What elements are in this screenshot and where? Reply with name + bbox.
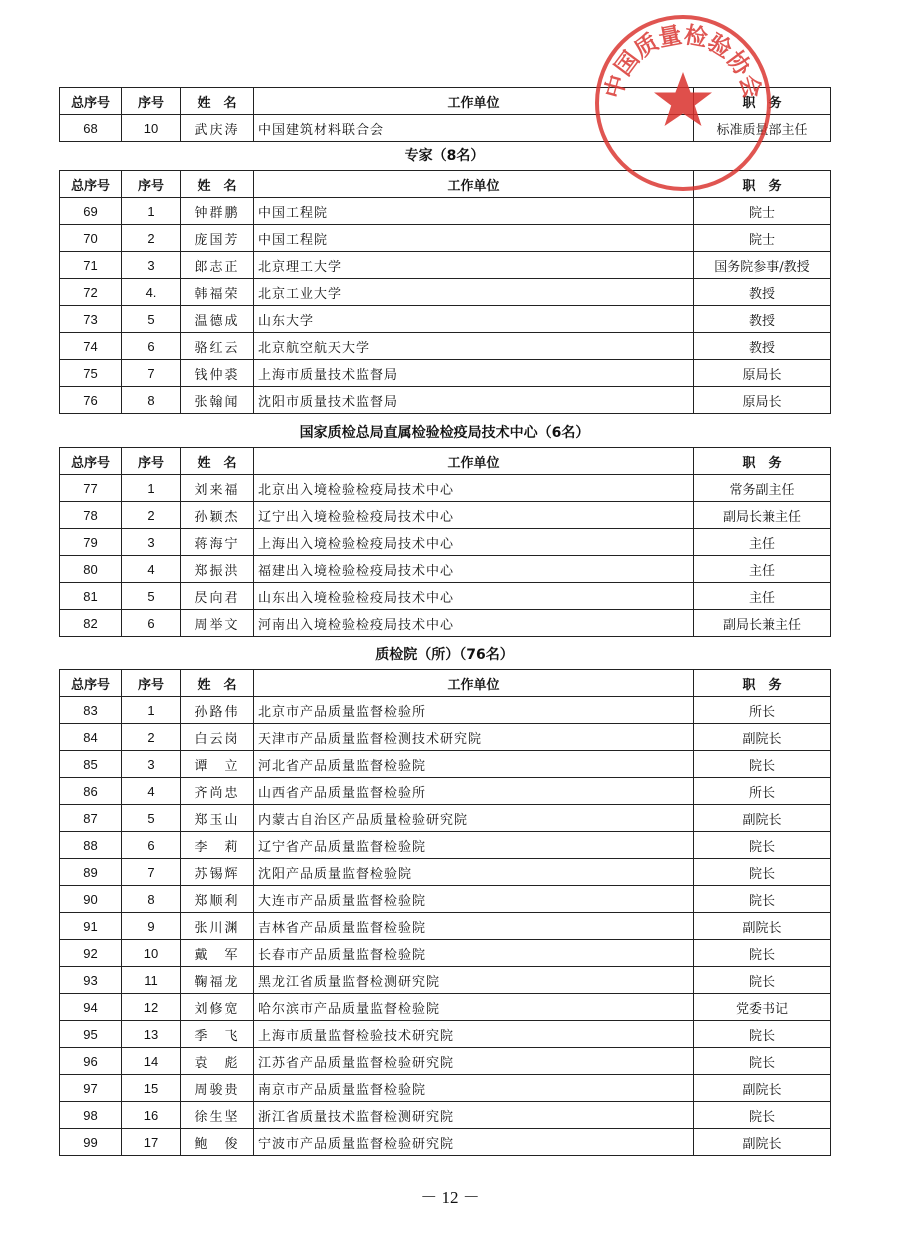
- col-header-total-index: 总序号: [60, 448, 122, 475]
- cell-index: 11: [122, 967, 181, 994]
- cell-organization: 南京市产品质量监督检验院: [254, 1075, 694, 1102]
- table-row: [60, 1048, 831, 1075]
- cell-name: 袁 彪: [181, 1048, 254, 1075]
- cell-total-index: 92: [60, 940, 122, 967]
- cell-index: 8: [122, 886, 181, 913]
- table-row: [60, 387, 831, 414]
- table-row: [60, 360, 831, 387]
- table-row: [60, 832, 831, 859]
- seal-text: 中国质量检验协会: [600, 22, 766, 102]
- cell-position: 院长: [694, 940, 831, 967]
- table-row: [60, 1075, 831, 1102]
- cell-name: 周骏贵: [181, 1075, 254, 1102]
- col-header-total-index: 总序号: [60, 670, 122, 697]
- cell-name: 谭 立: [181, 751, 254, 778]
- section-title-tech-centers: 国家质检总局直属检验检疫局技术中心（6名）: [299, 425, 590, 441]
- cell-name: 齐尚忠: [181, 778, 254, 805]
- cell-organization: 大连市产品质量监督检验院: [254, 886, 694, 913]
- cell-index: 17: [122, 1129, 181, 1156]
- cell-index: 7: [122, 859, 181, 886]
- col-header-position: 职 务: [694, 88, 831, 115]
- cell-index: 5: [122, 306, 181, 333]
- cell-position: 原局长: [694, 387, 831, 414]
- roster-table-experts: [59, 170, 831, 414]
- cell-position: 常务副主任: [694, 475, 831, 502]
- cell-total-index: 83: [60, 697, 122, 724]
- table-row: [60, 610, 831, 637]
- table-row: [60, 252, 831, 279]
- cell-total-index: 70: [60, 225, 122, 252]
- cell-organization: 北京航空航天大学: [254, 333, 694, 360]
- cell-total-index: 73: [60, 306, 122, 333]
- cell-total-index: 78: [60, 502, 122, 529]
- cell-position: 院长: [694, 1102, 831, 1129]
- cell-organization: 山西省产品质量监督检验所: [254, 778, 694, 805]
- col-header-organization: 工作单位: [254, 448, 694, 475]
- cell-index: 13: [122, 1021, 181, 1048]
- table-row: [60, 556, 831, 583]
- cell-total-index: 87: [60, 805, 122, 832]
- col-header-position: 职 务: [694, 448, 831, 475]
- cell-index: 9: [122, 913, 181, 940]
- cell-organization: 长春市产品质量监督检验院: [254, 940, 694, 967]
- cell-index: 12: [122, 994, 181, 1021]
- cell-index: 2: [122, 225, 181, 252]
- table-row: [60, 913, 831, 940]
- cell-name: 韩福荣: [181, 279, 254, 306]
- cell-position: 所长: [694, 697, 831, 724]
- cell-position: 院长: [694, 967, 831, 994]
- cell-total-index: 90: [60, 886, 122, 913]
- cell-total-index: 68: [60, 115, 122, 142]
- roster-table-institutes: [59, 669, 831, 1156]
- table-row: [60, 1129, 831, 1156]
- col-header-index: 序号: [122, 448, 181, 475]
- cell-name: 孙路伟: [181, 697, 254, 724]
- cell-index: 6: [122, 610, 181, 637]
- col-header-name: 姓 名: [181, 88, 254, 115]
- col-header-index: 序号: [122, 670, 181, 697]
- cell-index: 4: [122, 556, 181, 583]
- cell-organization: 福建出入境检验检疫局技术中心: [254, 556, 694, 583]
- cell-index: 1: [122, 697, 181, 724]
- cell-organization: 河南出入境检验检疫局技术中心: [254, 610, 694, 637]
- col-header-index: 序号: [122, 171, 181, 198]
- cell-name: 蒋海宁: [181, 529, 254, 556]
- cell-position: 院长: [694, 751, 831, 778]
- cell-total-index: 86: [60, 778, 122, 805]
- roster-table-tech-centers: [59, 447, 831, 637]
- cell-name: 孙颖杰: [181, 502, 254, 529]
- cell-position: 国务院参事/教授: [694, 252, 831, 279]
- cell-organization: 中国工程院: [254, 225, 694, 252]
- cell-organization: 吉林省产品质量监督检验院: [254, 913, 694, 940]
- cell-position: 所长: [694, 778, 831, 805]
- cell-index: 16: [122, 1102, 181, 1129]
- cell-name: 徐生坚: [181, 1102, 254, 1129]
- cell-position: 主任: [694, 556, 831, 583]
- cell-name: 郑振洪: [181, 556, 254, 583]
- cell-index: 15: [122, 1075, 181, 1102]
- cell-organization: 宁波市产品质量监督检验研究院: [254, 1129, 694, 1156]
- cell-organization: 辽宁省产品质量监督检验院: [254, 832, 694, 859]
- cell-organization: 山东出入境检验检疫局技术中心: [254, 583, 694, 610]
- cell-organization: 河北省产品质量监督检验院: [254, 751, 694, 778]
- cell-position: 教授: [694, 333, 831, 360]
- cell-organization: 内蒙古自治区产品质量检验研究院: [254, 805, 694, 832]
- cell-index: 1: [122, 475, 181, 502]
- cell-organization: 黑龙江省质量监督检测研究院: [254, 967, 694, 994]
- cell-position: 副院长: [694, 724, 831, 751]
- cell-index: 4: [122, 778, 181, 805]
- cell-name: 庞国芳: [181, 225, 254, 252]
- cell-total-index: 95: [60, 1021, 122, 1048]
- cell-organization: 中国工程院: [254, 198, 694, 225]
- cell-position: 院长: [694, 1021, 831, 1048]
- cell-name: 白云岗: [181, 724, 254, 751]
- cell-organization: 哈尔滨市产品质量监督检验院: [254, 994, 694, 1021]
- cell-index: 8: [122, 387, 181, 414]
- star-icon: [654, 72, 712, 126]
- table-row: [60, 502, 831, 529]
- table-row: [60, 306, 831, 333]
- page-number: － 12 －: [420, 1188, 480, 1207]
- cell-index: 3: [122, 252, 181, 279]
- cell-name: 郑玉山: [181, 805, 254, 832]
- cell-total-index: 80: [60, 556, 122, 583]
- table-row: [60, 994, 831, 1021]
- cell-position: 标准质量部主任: [694, 115, 831, 142]
- cell-organization: 辽宁出入境检验检疫局技术中心: [254, 502, 694, 529]
- cell-index: 10: [122, 115, 181, 142]
- section-title-experts: 专家（8名）: [404, 148, 485, 164]
- table-row: [60, 751, 831, 778]
- table-row: [60, 225, 831, 252]
- cell-total-index: 77: [60, 475, 122, 502]
- cell-index: 10: [122, 940, 181, 967]
- cell-index: 3: [122, 751, 181, 778]
- cell-organization: 沈阳产品质量监督检验院: [254, 859, 694, 886]
- col-header-organization: 工作单位: [254, 171, 694, 198]
- cell-total-index: 72: [60, 279, 122, 306]
- section-title-institutes: 质检院（所）（76名）: [375, 647, 514, 663]
- cell-index: 7: [122, 360, 181, 387]
- cell-organization: 沈阳市质量技术监督局: [254, 387, 694, 414]
- cell-total-index: 88: [60, 832, 122, 859]
- cell-index: 1: [122, 198, 181, 225]
- col-header-organization: 工作单位: [254, 88, 694, 115]
- cell-name: 钟群鹏: [181, 198, 254, 225]
- cell-total-index: 74: [60, 333, 122, 360]
- cell-name: 钱仲裘: [181, 360, 254, 387]
- table-row: [60, 697, 831, 724]
- cell-position: 教授: [694, 279, 831, 306]
- table-row: [60, 967, 831, 994]
- cell-total-index: 99: [60, 1129, 122, 1156]
- cell-position: 教授: [694, 306, 831, 333]
- cell-name: 苏锡辉: [181, 859, 254, 886]
- cell-organization: 北京理工大学: [254, 252, 694, 279]
- table-row: [60, 583, 831, 610]
- cell-index: 6: [122, 832, 181, 859]
- table-row: [60, 886, 831, 913]
- cell-name: 戴 军: [181, 940, 254, 967]
- cell-index: 2: [122, 502, 181, 529]
- cell-name: 昃向君: [181, 583, 254, 610]
- table-row: [60, 940, 831, 967]
- cell-position: 院士: [694, 225, 831, 252]
- table-row: [60, 805, 831, 832]
- cell-total-index: 96: [60, 1048, 122, 1075]
- col-header-name: 姓 名: [181, 448, 254, 475]
- table-row: [60, 475, 831, 502]
- col-header-position: 职 务: [694, 171, 831, 198]
- cell-position: 院长: [694, 1048, 831, 1075]
- cell-organization: 江苏省产品质量监督检验研究院: [254, 1048, 694, 1075]
- cell-organization: 山东大学: [254, 306, 694, 333]
- cell-organization: 天津市产品质量监督检测技术研究院: [254, 724, 694, 751]
- cell-total-index: 75: [60, 360, 122, 387]
- cell-position: 主任: [694, 529, 831, 556]
- cell-name: 郑顺利: [181, 886, 254, 913]
- cell-index: 3: [122, 529, 181, 556]
- cell-name: 温德成: [181, 306, 254, 333]
- cell-name: 季 飞: [181, 1021, 254, 1048]
- table-header-row: [60, 670, 831, 697]
- cell-index: 5: [122, 583, 181, 610]
- cell-total-index: 81: [60, 583, 122, 610]
- cell-position: 院长: [694, 859, 831, 886]
- cell-position: 副院长: [694, 1129, 831, 1156]
- cell-position: 副局长兼主任: [694, 610, 831, 637]
- cell-total-index: 98: [60, 1102, 122, 1129]
- cell-total-index: 84: [60, 724, 122, 751]
- cell-position: 院长: [694, 886, 831, 913]
- cell-organization: 北京市产品质量监督检验所: [254, 697, 694, 724]
- cell-organization: 中国建筑材料联合会: [254, 115, 694, 142]
- col-header-organization: 工作单位: [254, 670, 694, 697]
- cell-organization: 上海市质量监督检验技术研究院: [254, 1021, 694, 1048]
- cell-position: 副院长: [694, 1075, 831, 1102]
- cell-organization: 上海出入境检验检疫局技术中心: [254, 529, 694, 556]
- col-header-total-index: 总序号: [60, 88, 122, 115]
- cell-organization: 浙江省质量技术监督检测研究院: [254, 1102, 694, 1129]
- cell-total-index: 76: [60, 387, 122, 414]
- table-row: [60, 1102, 831, 1129]
- cell-total-index: 85: [60, 751, 122, 778]
- col-header-name: 姓 名: [181, 171, 254, 198]
- cell-name: 郎志正: [181, 252, 254, 279]
- cell-total-index: 71: [60, 252, 122, 279]
- cell-total-index: 97: [60, 1075, 122, 1102]
- cell-total-index: 69: [60, 198, 122, 225]
- cell-total-index: 79: [60, 529, 122, 556]
- cell-name: 鲍 俊: [181, 1129, 254, 1156]
- cell-total-index: 82: [60, 610, 122, 637]
- col-header-position: 职 务: [694, 670, 831, 697]
- cell-index: 6: [122, 333, 181, 360]
- col-header-total-index: 总序号: [60, 171, 122, 198]
- cell-name: 武庆涛: [181, 115, 254, 142]
- cell-position: 院士: [694, 198, 831, 225]
- cell-name: 张翰闻: [181, 387, 254, 414]
- table-row: [60, 724, 831, 751]
- cell-index: 5: [122, 805, 181, 832]
- cell-position: 副局长兼主任: [694, 502, 831, 529]
- cell-name: 周举文: [181, 610, 254, 637]
- cell-position: 院长: [694, 832, 831, 859]
- cell-position: 副院长: [694, 913, 831, 940]
- cell-name: 李 莉: [181, 832, 254, 859]
- table-row: [60, 529, 831, 556]
- table-row: [60, 1021, 831, 1048]
- col-header-name: 姓 名: [181, 670, 254, 697]
- cell-organization: 北京出入境检验检疫局技术中心: [254, 475, 694, 502]
- cell-index: 4.: [122, 279, 181, 306]
- cell-organization: 北京工业大学: [254, 279, 694, 306]
- cell-name: 刘修宽: [181, 994, 254, 1021]
- col-header-index: 序号: [122, 88, 181, 115]
- cell-total-index: 94: [60, 994, 122, 1021]
- table-row: [60, 778, 831, 805]
- official-seal-stamp: [592, 12, 774, 194]
- cell-name: 骆红云: [181, 333, 254, 360]
- cell-position: 党委书记: [694, 994, 831, 1021]
- cell-position: 主任: [694, 583, 831, 610]
- cell-total-index: 93: [60, 967, 122, 994]
- cell-total-index: 89: [60, 859, 122, 886]
- table-header-row: [60, 448, 831, 475]
- table-row: [60, 333, 831, 360]
- cell-position: 副院长: [694, 805, 831, 832]
- cell-total-index: 91: [60, 913, 122, 940]
- cell-index: 14: [122, 1048, 181, 1075]
- cell-name: 刘来福: [181, 475, 254, 502]
- cell-position: 原局长: [694, 360, 831, 387]
- cell-organization: 上海市质量技术监督局: [254, 360, 694, 387]
- table-row: [60, 198, 831, 225]
- cell-name: 张川渊: [181, 913, 254, 940]
- table-row: [60, 859, 831, 886]
- table-row: [60, 279, 831, 306]
- cell-index: 2: [122, 724, 181, 751]
- cell-name: 鞠福龙: [181, 967, 254, 994]
